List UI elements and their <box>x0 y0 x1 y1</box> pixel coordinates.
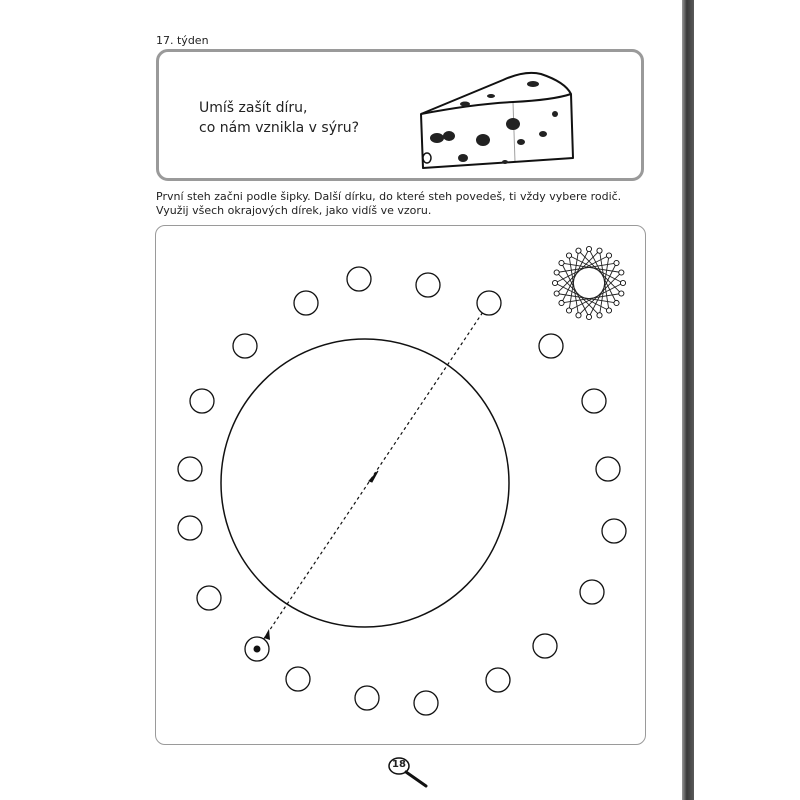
stitch-hole <box>294 291 318 315</box>
stitch-hole <box>190 389 214 413</box>
question-line-2: co nám vznikla v sýru? <box>199 120 360 136</box>
cheese-icon <box>413 62 575 172</box>
stitch-hole <box>178 457 202 481</box>
sample-hole <box>619 291 624 296</box>
question-text <box>199 98 359 138</box>
stitch-arrow-start <box>264 629 270 640</box>
stitch-hole <box>596 457 620 481</box>
start-dot <box>254 646 261 653</box>
stitch-hole <box>416 273 440 297</box>
sample-hole <box>559 300 564 305</box>
sample-hole <box>606 308 611 313</box>
sample-hole <box>554 270 559 275</box>
sample-hole <box>614 260 619 265</box>
stitch-hole <box>486 668 510 692</box>
stitch-hole <box>580 580 604 604</box>
cheese-hole-circle <box>221 339 509 627</box>
header-box <box>156 49 644 181</box>
stitch-hole <box>477 291 501 315</box>
instructions-text: První steh začni podle šipky. Další dírku, do které steh povedeš, ti vždy vybere rodič. Využij všech okrajových dírek, jako vidíš ve vzoru. <box>156 190 622 217</box>
stitch-hole <box>347 267 371 291</box>
stitch-hole <box>602 519 626 543</box>
sample-hole <box>614 300 619 305</box>
stitch-hole <box>414 691 438 715</box>
sample-hole <box>566 253 571 258</box>
sample-hole <box>597 248 602 253</box>
stitch-hole <box>233 334 257 358</box>
stitching-canvas <box>156 226 645 744</box>
stitch-hole <box>533 634 557 658</box>
stitching-exercise <box>155 225 646 745</box>
sample-hole <box>620 280 625 285</box>
sample-hole <box>566 308 571 313</box>
sample-hole <box>559 260 564 265</box>
sample-hole <box>576 313 581 318</box>
stitched-pattern-icon <box>552 246 625 319</box>
stitch-hole <box>286 667 310 691</box>
question-line-1: Umíš zašít díru, <box>199 100 308 116</box>
holes-ring <box>178 267 626 715</box>
stitch-hole <box>355 686 379 710</box>
sample-hole <box>576 248 581 253</box>
sample-hole <box>619 270 624 275</box>
sample-hole <box>586 314 591 319</box>
sample-hole <box>554 291 559 296</box>
page-number-badge <box>388 756 438 792</box>
sample-hole <box>597 313 602 318</box>
sample-hole <box>606 253 611 258</box>
stitch-hole <box>582 389 606 413</box>
sample-hole <box>552 280 557 285</box>
page-number: 18 <box>392 759 406 770</box>
week-label: 17. týden <box>156 34 209 47</box>
sample-hole <box>586 246 591 251</box>
page-edge-shadow <box>682 0 694 800</box>
stitch-hole <box>197 586 221 610</box>
stitch-hole <box>539 334 563 358</box>
stitch-arrow-middle <box>369 471 378 482</box>
stitch-hole <box>178 516 202 540</box>
